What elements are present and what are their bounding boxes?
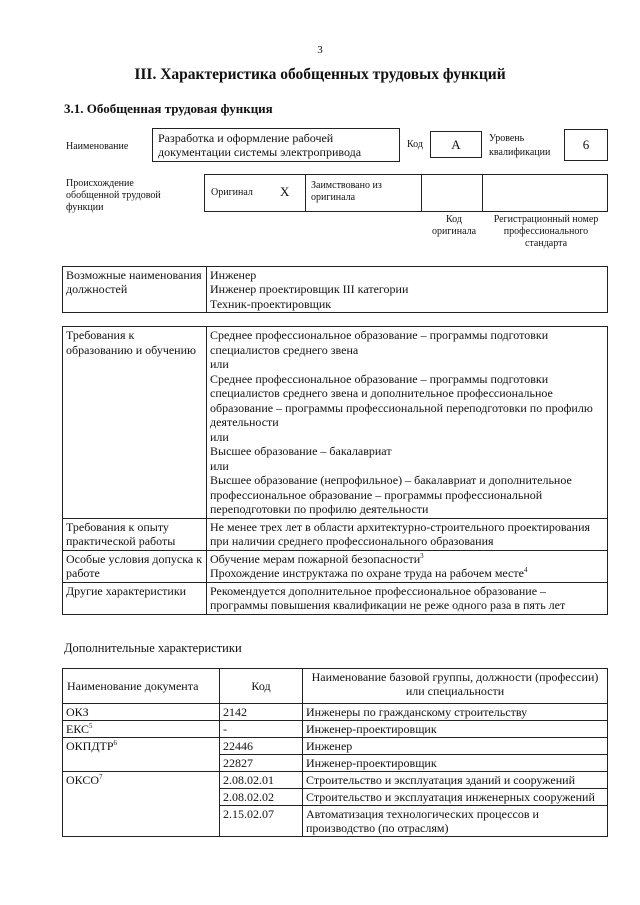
level-value: 6: [564, 129, 608, 161]
group-name-cell: Инженер-проектировщик: [303, 755, 608, 772]
group-name-cell: Инженер: [303, 738, 608, 755]
additional-title: Дополнительные характеристики: [64, 641, 242, 655]
positions-table: [62, 266, 608, 313]
education-line: или: [210, 357, 229, 371]
footnote-ref: 4: [523, 566, 528, 574]
other-value: Рекомендуется дополнительное профессиональное образование – программы повышения квалификации не реже одного раза в пять лет: [207, 582, 608, 614]
doc-cell: ОКПДТР$^6$: [63, 738, 220, 772]
level-label: Уровень квалификации: [489, 133, 551, 158]
doc-cell: ЕКС$^5$: [63, 721, 220, 738]
code-cell: 22827: [220, 755, 303, 772]
original-label: Оригинал: [211, 187, 253, 198]
doc-cell: ОКСО$^7$: [63, 772, 220, 837]
origin-label: Происхождение обобщенной трудовой функции: [66, 178, 161, 213]
position-item: Инженер проектировщик III категории: [210, 282, 409, 297]
table-row: [63, 738, 608, 755]
code-cell: 22446: [220, 738, 303, 755]
group-name-cell: Строительство и эксплуатация зданий и сооружений: [303, 772, 608, 789]
code-label: Код: [407, 139, 423, 150]
education-line: Высшее образование – бакалавриат: [210, 444, 392, 458]
group-name-cell: Инженер-проектировщик: [303, 721, 608, 738]
header-document: Наименование документа: [63, 669, 220, 704]
page-number: 3: [317, 44, 323, 56]
code-value: А: [430, 131, 482, 158]
table-row: [63, 721, 608, 738]
position-item: Техник-проектировщик: [210, 296, 332, 311]
other-label: Другие характеристики: [63, 582, 207, 614]
admission-line: Прохождение инструктажа по охране труда на рабочем месте$^4$: [210, 566, 528, 580]
original-mark: X: [280, 184, 290, 199]
positions-values: [207, 267, 608, 313]
code-cell: 2142: [220, 704, 303, 721]
registration-caption: Регистрационный номер профессионального стандарта: [493, 214, 599, 249]
education-line: Среднее профессиональное образование – программы подготовки специалистов среднего звена: [210, 328, 549, 357]
group-name-cell: Строительство и эксплуатация инженерных сооружений: [303, 789, 608, 806]
group-name-cell: Инженеры по гражданскому строительству: [303, 704, 608, 721]
experience-label: Требования к опыту практической работы: [63, 518, 207, 550]
additional-table: [62, 668, 608, 837]
education-label: Требования к образованию и обучению: [63, 327, 207, 519]
experience-value: Не менее трех лет в области архитектурно-строительного проектирования при наличии среднего профессионального образования: [207, 518, 608, 550]
doc-cell: ОКЗ: [63, 704, 220, 721]
code-cell: 2.08.02.01: [220, 772, 303, 789]
gtf-name-value: Разработка и оформление рабочей документации системы электропривода: [158, 131, 362, 159]
header-group-name: Наименование базовой группы, должности (профессии) или специальности: [303, 669, 608, 704]
table-row: [63, 704, 608, 721]
positions-label: Возможные наименования должностей: [63, 267, 207, 313]
education-line: Высшее образование (непрофильное) – бакалавриат и дополнительное профессиональное образование – программы профессиональной переподготовки по профилю деятельности: [210, 473, 572, 516]
admission-line: Обучение мерам пожарной безопасности$^3$: [210, 551, 424, 566]
education-line: или: [210, 429, 229, 444]
name-label: Наименование: [66, 141, 129, 152]
origin-table: [204, 174, 608, 212]
position-item: Инженер: [210, 268, 257, 282]
admission-values: [207, 550, 608, 582]
education-values: [207, 327, 608, 519]
education-line: Среднее профессиональное образование – программы подготовки специалистов среднего звена и дополнительное профессиональное образование – программы профессиональной переподготовки по профилю деятельности: [210, 371, 593, 429]
requirements-table: [62, 326, 608, 615]
education-line: или: [210, 458, 229, 473]
gtf-name-box: [152, 128, 400, 162]
header-code: Код: [220, 669, 303, 704]
section-title: III. Характеристика обобщенных трудовых функций: [134, 66, 506, 83]
admission-label: Особые условия допуска к работе: [63, 550, 207, 582]
footnote-ref: 3: [420, 551, 424, 560]
table-row: [63, 772, 608, 789]
group-name-cell: Автоматизация технологических процессов и производство (по отраслям): [303, 806, 608, 837]
code-cell: 2.15.02.07: [220, 806, 303, 837]
subsection-title: 3.1. Обобщенная трудовая функция: [64, 101, 273, 116]
code-cell: -: [220, 721, 303, 738]
borrowed-label: Заимствовано из оригинала: [311, 180, 382, 203]
code-cell: 2.08.02.02: [220, 789, 303, 806]
code-original-caption: Код оригинала: [431, 214, 477, 237]
